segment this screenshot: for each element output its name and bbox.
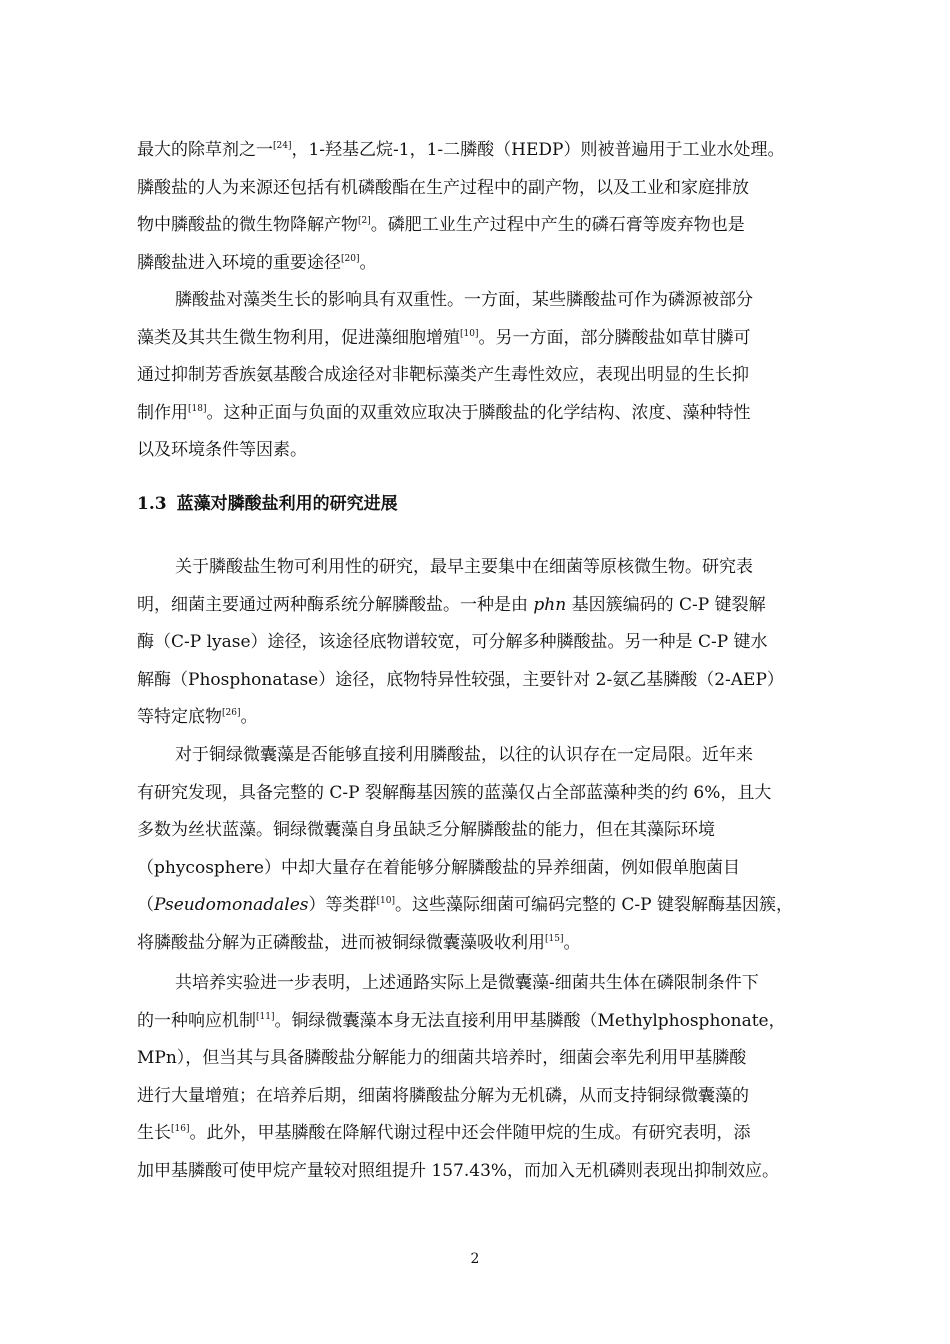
text-line <box>137 439 307 461</box>
text-line <box>137 819 715 841</box>
section-title: 蓝藻对膦酸盐利用的研究进展 <box>176 494 398 514</box>
text-line <box>137 402 750 424</box>
citation-ref: [2] <box>358 216 371 226</box>
text-run: ）等类群 <box>308 895 377 915</box>
text-line <box>137 1160 779 1182</box>
text-run: 膦酸盐对藻类生长的影响具有双重性。一方面，某些膦酸盐可作为磷源被部分 <box>175 290 753 310</box>
text-run: 膦酸盐进入环境的重要途径 <box>137 253 341 273</box>
text-run: 。磷肥工业生产过程中产生的磷石膏等废弃物也是 <box>370 215 745 235</box>
text-run: 。此外，甲基膦酸在降解代谢过程中还会伴随甲烷的生成。有研究表明，添 <box>189 1123 751 1143</box>
text-run: 明，细菌主要通过两种酶系统分解膦酸盐。一种是由 <box>137 595 534 615</box>
citation-ref: [11] <box>256 1012 275 1022</box>
text-run: 以及环境条件等因素。 <box>137 440 307 460</box>
text-line <box>175 556 753 578</box>
text-line <box>137 1122 750 1144</box>
text-run: 的一种响应机制 <box>137 1011 256 1031</box>
text-run: 有研究发现，具备完整的 C-P 裂解酶基因簇的蓝藻仅占全部蓝藻种类的约 6%，且大 <box>137 783 772 803</box>
text-run: 。另一方面，部分膦酸盐如草甘膦可 <box>478 328 751 348</box>
text-line <box>137 894 793 916</box>
italic-term: Pseudomonadales <box>154 895 309 915</box>
text-run: （phycosphere）中却大量存在着能够分解膦酸盐的异养细菌，例如假单胞菌目 <box>137 858 740 878</box>
text-line <box>137 669 784 691</box>
text-line <box>137 594 766 616</box>
text-run: 将膦酸盐分解为正磷酸盐，进而被铜绿微囊藻吸收利用 <box>137 933 545 953</box>
text-line <box>137 177 749 199</box>
text-line <box>175 744 753 766</box>
text-line <box>137 1047 746 1069</box>
text-run: 。 <box>359 253 377 273</box>
text-run: 。这些藻际细菌可编码完整的 C-P 键裂解酶基因簇， <box>395 895 793 915</box>
text-run: 等特定底物 <box>137 707 222 727</box>
text-run: 物中膦酸盐的微生物降解产物 <box>137 215 358 235</box>
citation-ref: [15] <box>545 934 564 944</box>
citation-ref: [26] <box>222 708 241 718</box>
text-run: 。铜绿微囊藻本身无法直接利用甲基膦酸（Methylphosphonate， <box>274 1011 786 1031</box>
text-line <box>137 252 376 274</box>
text-run: 。 <box>563 933 581 953</box>
citation-ref: [10] <box>460 329 479 339</box>
text-run: 基因簇编码的 C-P 键裂解 <box>566 595 766 615</box>
text-run: 多数为丝状蓝藻。铜绿微囊藻自身虽缺乏分解膦酸盐的能力，但在其藻际环境 <box>137 820 715 840</box>
text-run: 进行大量增殖；在培养后期，细菌将膦酸盐分解为无机磷，从而支持铜绿微囊藻的 <box>137 1086 749 1106</box>
citation-ref: [20] <box>341 254 360 264</box>
page-number: 2 <box>470 1251 480 1267</box>
text-run: 解酶（Phosphonatase）途径，底物特异性较强，主要针对 2-氨乙基膦酸（2-AEP） <box>137 670 784 690</box>
text-run: 膦酸盐的人为来源还包括有机磷酸酯在生产过程中的副产物，以及工业和家庭排放 <box>137 178 749 198</box>
text-run: 通过抑制芳香族氨基酸合成途径对非靶标藻类产生毒性效应，表现出明显的生长抑 <box>137 365 749 385</box>
citation-ref: [24] <box>273 141 292 151</box>
text-line <box>137 782 771 804</box>
text-line <box>137 139 784 161</box>
text-run: 共培养实验进一步表明，上述通路实际上是微囊藻-细菌共生体在磷限制条件下 <box>175 973 759 993</box>
section-number: 1.3 <box>137 494 167 514</box>
text-line <box>137 327 750 349</box>
text-run: ，1-羟基乙烷-1，1-二膦酸（HEDP）则被普遍用于工业水处理。 <box>291 140 785 160</box>
text-run: MPn），但当其与具备膦酸盐分解能力的细菌共培养时，细菌会率先利用甲基膦酸 <box>137 1048 747 1068</box>
text-line <box>175 972 759 994</box>
text-run: 藻类及其共生微生物利用，促进藻细胞增殖 <box>137 328 460 348</box>
text-line <box>175 289 753 311</box>
text-line <box>137 1085 749 1107</box>
text-run: 关于膦酸盐生物可利用性的研究，最早主要集中在细菌等原核微生物。研究表 <box>175 557 753 577</box>
section-heading <box>137 493 398 515</box>
text-run: 。 <box>240 707 258 727</box>
text-run: （ <box>137 895 154 915</box>
text-line <box>137 631 768 653</box>
citation-ref: [16] <box>171 1124 190 1134</box>
text-line <box>137 214 745 236</box>
text-run: 生长 <box>137 1123 171 1143</box>
text-line <box>137 364 749 386</box>
text-line <box>137 1010 786 1032</box>
citation-ref: [18] <box>188 404 207 414</box>
text-run: 最大的除草剂之一 <box>137 140 273 160</box>
citation-ref: [10] <box>376 896 395 906</box>
text-run: 制作用 <box>137 403 188 423</box>
text-run: 加甲基膦酸可使甲烷产量较对照组提升 157.43%，而加入无机磷则表现出抑制效应。 <box>137 1161 780 1181</box>
text-run: 。这种正面与负面的双重效应取决于膦酸盐的化学结构、浓度、藻种特性 <box>206 403 751 423</box>
text-run: 对于铜绿微囊藻是否能够直接利用膦酸盐，以往的认识存在一定局限。近年来 <box>175 745 753 765</box>
text-run: 酶（C-P lyase）途径，该途径底物谱较宽，可分解多种膦酸盐。另一种是 C-P 键水 <box>137 632 768 652</box>
italic-term: phn <box>533 595 567 615</box>
text-line <box>137 932 580 954</box>
text-line <box>137 857 740 879</box>
text-line <box>137 706 257 728</box>
